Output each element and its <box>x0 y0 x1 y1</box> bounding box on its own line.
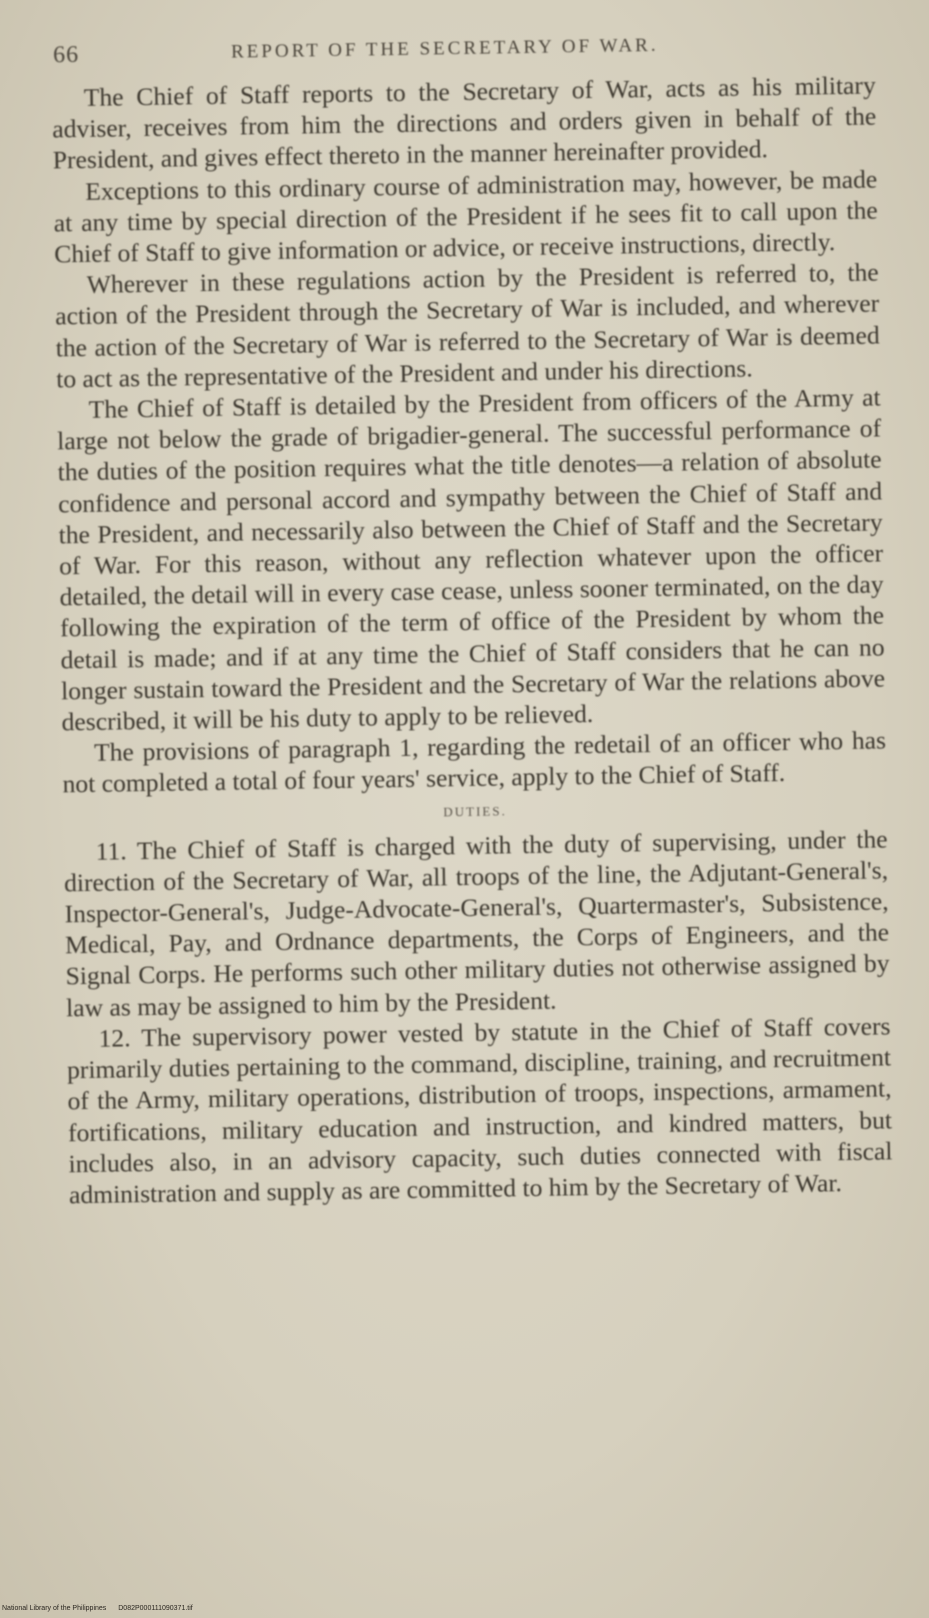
body-text <box>32 69 900 1210</box>
paragraph-detail: The Chief of Staff is detailed by the President from officers of the Army at large not below the grade of brigadier-general. The successful performance of the duties of the position requires what the title denotes—a relation of absolute confidence and personal accord and sympathy between the Chief of Staff and the President, and necessarily also between the Chief of Staff and the Secretary of War. For this reason, without any reflection whatever upon the officer detailed, the detail will in every case cease, unless sooner terminated, on the day following the expiration of the term of office of the President by whom the detail is made; and if at any time the Chief of Staff considers that he can no longer sustain toward the President and the Secretary of War the relations above described, it will be his duty to apply to be relieved. <box>56 382 886 737</box>
page-content <box>31 23 899 1210</box>
footer-library: National Library of the Philippines <box>2 1605 107 1612</box>
paragraph-redetail: The provisions of paragraph 1, regarding the redetail of an officer who has not completed a total of four years' service, apply to the Chief of Staff. <box>62 725 887 799</box>
paragraph-reporting: The Chief of Staff reports to the Secretary of War, acts as his military adviser, receives from him the directions and orders given in behalf of the President, and gives effect thereto in the manner hereinafter provided. <box>52 70 877 175</box>
footer-file-id: D082P000111090371.tif <box>118 1605 193 1612</box>
paragraph-12: 12. The supervisory power vested by statute in the Chief of Staff covers primarily duties pertaining to the command, discipline, training, and recruitment of the Army, military operations, distribution of troops, inspections, armament, fortifications, military education and instruction, and kindred matters, but includes also, in an advisory capacity, such duties connected with fiscal administration and supply as are committed to him by the Secretary of War. <box>66 1011 893 1210</box>
paragraph-11: 11. The Chief of Staff is charged with the duty of supervising, under the direction of the Secretary of War, all troops of the line, the Adjutant-General's, Inspector-General's, Judge-Advocate-General's, Quartermaster's, Subsistence, Medical, Pay, and Ordnance departments, the Corps of Engineers, and the Signal Corps. He performs such other military duties not otherwise assigned by law as may be assigned to him by the President. <box>63 824 890 1022</box>
section-heading-duties: DUTIES. <box>443 803 507 820</box>
running-title: REPORT OF THE SECRETARY OF WAR. <box>230 34 659 63</box>
paragraph-exceptions: Exceptions to this ordinary course of administration may, however, be made at any time by special direction of the President if he sees fit to call upon the Chief of Staff to give information or advice, or receive instructions, directly. <box>53 164 878 269</box>
paragraph-president-action: Wherever in these regulations action by the President is referred to, the action of the President through the Secretary of War is included, and wherever the action of the Secretary of War is referred to the Secretary of War is deemed to act as the representative of the President and under his directions. <box>54 257 880 394</box>
page-number: 66 <box>52 41 80 69</box>
page-header <box>31 23 882 76</box>
scan-footer <box>2 1605 203 1612</box>
